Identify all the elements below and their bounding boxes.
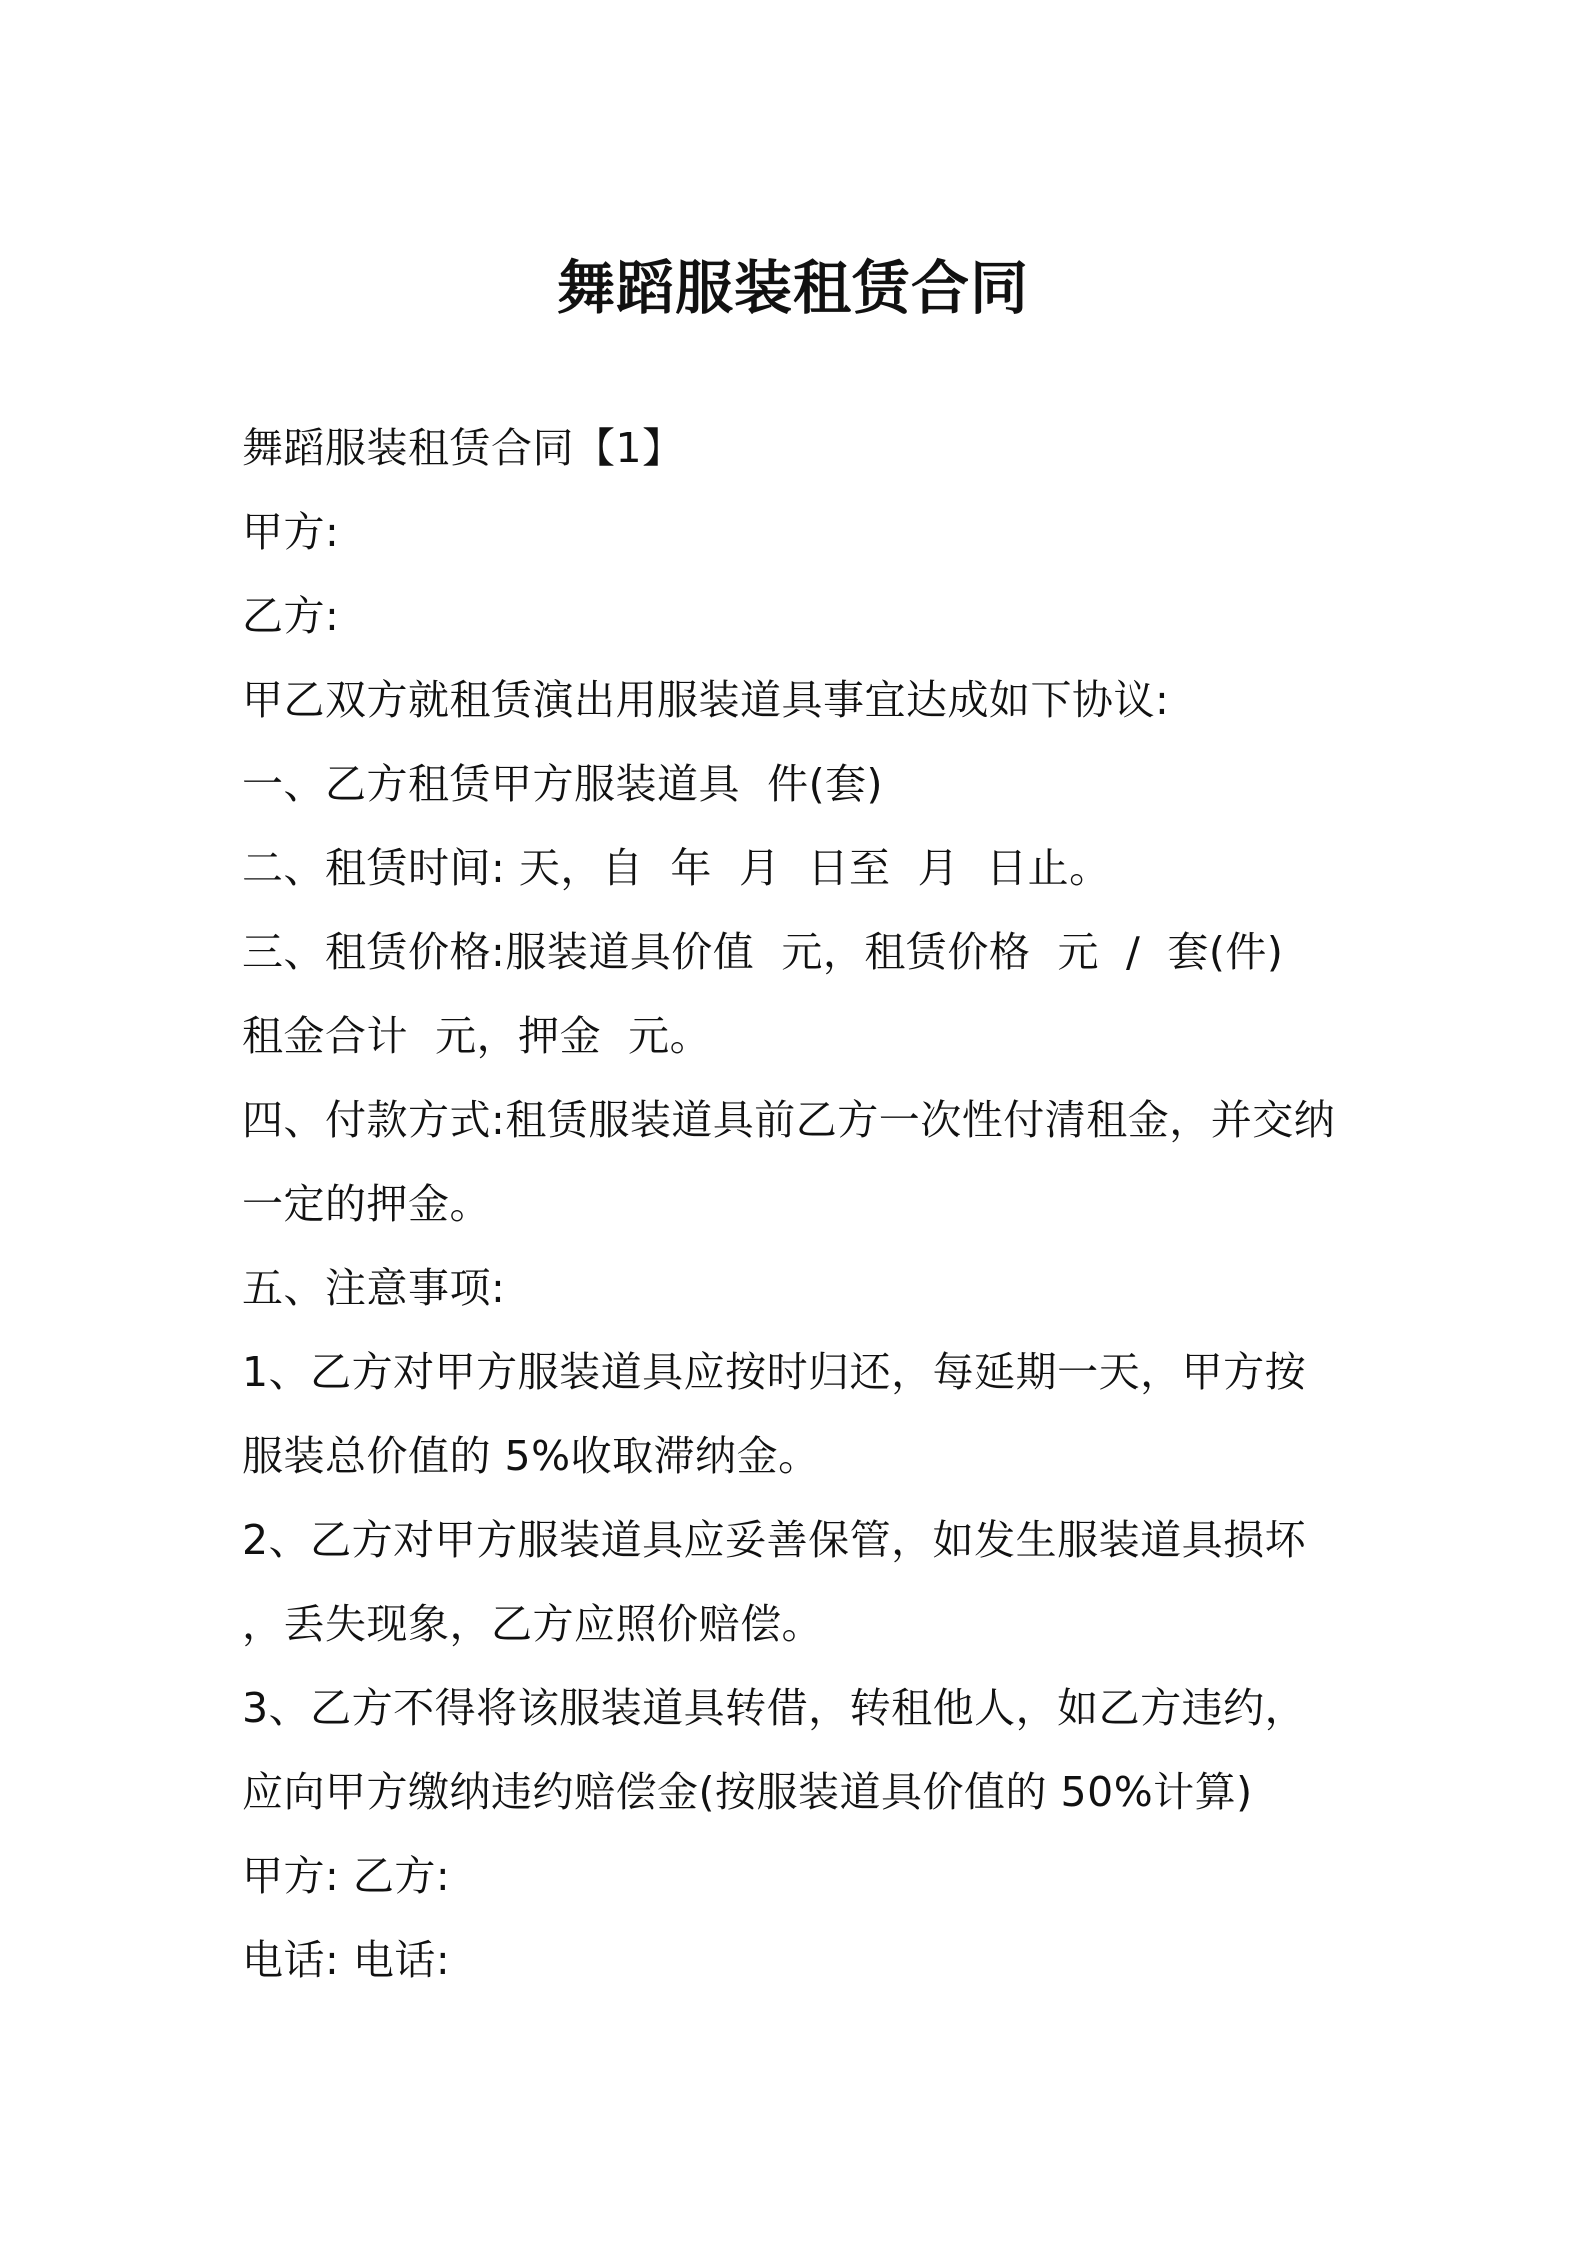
agreement-intro: 甲乙双方就租赁演出用服装道具事宜达成如下协议: <box>242 676 1170 724</box>
note-2-proper-care: 2、乙方对甲方服装道具应妥善保管，如发生服装道具损坏 <box>242 1516 1307 1564</box>
clause-4-payment-method: 四、付款方式:租赁服装道具前乙方一次性付清租金，并交纳 <box>242 1096 1336 1144</box>
note-2-compensation: ，丢失现象，乙方应照价赔偿。 <box>242 1600 823 1648</box>
party-a-label: 甲方: <box>242 508 340 556</box>
note-3-penalty: 应向甲方缴纳违约赔偿金(按服装道具价值的 50%计算) <box>242 1768 1253 1816</box>
contract-subtitle: 舞蹈服装租赁合同【1】 <box>242 424 684 472</box>
note-1-late-fee: 服装总价值的 5%收取滞纳金。 <box>242 1432 820 1480</box>
signature-phones: 电话: 电话: <box>242 1936 451 1984</box>
clause-2-rental-period: 二、租赁时间: 天，自 年 月 日至 月 日止。 <box>242 844 1111 892</box>
clause-4-payment-method-cont: 一定的押金。 <box>242 1180 491 1228</box>
clause-1-quantity: 一、乙方租赁甲方服装道具 件(套) <box>242 760 884 808</box>
clause-3-rental-price: 三、租赁价格:服装道具价值 元，租赁价格 元 / 套(件) <box>242 928 1284 976</box>
clause-5-notes-heading: 五、注意事项: <box>242 1264 506 1312</box>
document-body <box>242 406 1362 2002</box>
party-b-label: 乙方: <box>242 592 340 640</box>
note-1-return-on-time: 1、乙方对甲方服装道具应按时归还，每延期一天，甲方按 <box>242 1348 1307 1396</box>
document-title: 舞蹈服装租赁合同 <box>556 254 1029 322</box>
note-3-no-sublease: 3、乙方不得将该服装道具转借，转租他人，如乙方违约， <box>242 1684 1307 1732</box>
clause-3-total-and-deposit: 租金合计 元，押金 元。 <box>242 1012 712 1060</box>
signature-parties: 甲方: 乙方: <box>242 1852 451 1900</box>
